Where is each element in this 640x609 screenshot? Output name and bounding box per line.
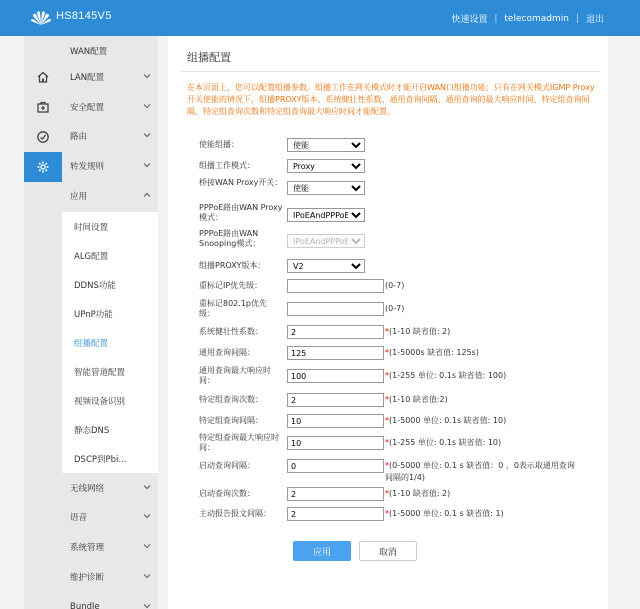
menu-item-label: LAN配置 (70, 72, 105, 83)
range-hint: (0-7) (385, 281, 405, 290)
work-mode-select[interactable] (287, 159, 365, 173)
required-star: * (385, 416, 389, 425)
divider (180, 71, 600, 72)
chevron-up-icon (142, 190, 152, 200)
field-label: 主动报告报文间隔： (199, 509, 271, 518)
chevron-down-icon (142, 571, 152, 581)
startup-query-count-input[interactable] (287, 487, 384, 501)
field-hint (385, 348, 479, 358)
specific-query-count-input[interactable] (287, 393, 384, 407)
menu-item-label: 路由 (70, 131, 88, 142)
submenu-item-label: 智能管道配置 (74, 367, 126, 378)
range-hint: (0-5000 单位: 0.1 s 缺省值：0 ，0表示取通用查询间隔的1/4) (385, 461, 575, 482)
required-star: * (385, 438, 389, 447)
logout-link[interactable]: 退出 (585, 15, 604, 25)
menu-item-wan[interactable] (62, 36, 158, 65)
range-hint: (1-5000 单位: 0.1s 缺省值: 10) (389, 416, 507, 425)
specific-query-interval-input[interactable] (287, 414, 384, 428)
menu-item-security[interactable] (62, 92, 158, 121)
field-label: 通用查询最大响应时间： (199, 366, 271, 385)
chevron-down-icon (142, 482, 152, 492)
gear-icon (36, 160, 50, 174)
range-hint: (1-5000 单位: 0.1 s 缺省值: 1) (389, 509, 504, 518)
submenu-item-label: 视频设备识别 (74, 396, 126, 407)
field-hint (385, 371, 506, 381)
submenu-item-upnp[interactable] (62, 299, 158, 328)
medical-kit-icon (36, 100, 50, 114)
side-menu (62, 36, 158, 609)
field-label: 组播工作模式： (199, 161, 255, 170)
robustness-input[interactable] (287, 325, 384, 339)
chevron-down-icon (142, 541, 152, 551)
field-hint (385, 395, 448, 405)
submenu-item-label: 时间设置 (74, 222, 109, 233)
required-star: * (385, 395, 389, 404)
submenu-item-label: 静态DNS (74, 425, 110, 436)
required-star: * (385, 461, 389, 470)
separator: | (575, 13, 579, 24)
page-title: 组播配置 (187, 51, 231, 64)
field-label: 桥接WAN Proxy开关： (199, 178, 283, 187)
menu-item-system[interactable] (62, 532, 158, 561)
button-bar (168, 541, 608, 561)
submenu-item-ddns[interactable] (62, 270, 158, 299)
submenu-item-dscp[interactable] (62, 444, 158, 473)
submenu-item-label: UPnP功能 (74, 309, 113, 320)
menu-item-wireless[interactable] (62, 473, 158, 502)
quick-setup-link[interactable]: 快速设置 (451, 15, 488, 25)
field-label: 特定组查询间隔： (199, 416, 263, 425)
field-label: 启动查询次数： (199, 489, 255, 498)
menu-item-label: Bundle (70, 601, 100, 609)
submenu-item-static-dns[interactable] (62, 415, 158, 444)
field-label: 组播PROXY版本： (199, 261, 266, 270)
menu-item-application[interactable] (62, 181, 158, 210)
proxy-version-select[interactable] (287, 259, 365, 273)
required-star: * (385, 489, 389, 498)
submenu-item-alg[interactable] (62, 241, 158, 270)
required-star: * (385, 348, 389, 357)
diagnose-button[interactable] (24, 92, 62, 122)
icon-bar (24, 36, 62, 609)
menu-item-forward-rules[interactable] (62, 151, 158, 180)
submenu-item-time[interactable] (62, 212, 158, 241)
startup-query-interval-input[interactable] (287, 459, 384, 473)
huawei-logo-icon (30, 9, 52, 27)
specific-query-max-response-input[interactable] (287, 436, 384, 450)
required-star: * (385, 327, 389, 336)
chevron-down-icon (142, 71, 152, 81)
field-hint (385, 281, 404, 291)
menu-item-label: 维护诊断 (70, 572, 105, 583)
field-label: 使能组播： (199, 140, 239, 149)
menu-item-voice[interactable] (62, 502, 158, 531)
submenu-item-smart-pipe[interactable] (62, 357, 158, 386)
report-interval-input[interactable] (287, 507, 384, 521)
range-hint: (1-5000s 缺省值: 125s) (389, 348, 479, 357)
menu-item-label: 安全配置 (70, 102, 105, 113)
submenu-item-multicast[interactable] (62, 328, 158, 357)
username-link[interactable]: telecomadmin (504, 13, 569, 24)
field-hint (385, 460, 575, 484)
menu-item-label: 语音 (70, 512, 88, 523)
home-icon (36, 70, 50, 84)
menu-item-bundle[interactable] (62, 592, 158, 609)
field-label: PPPoE路由WAN Proxy模式： (199, 203, 283, 222)
field-hint (385, 489, 450, 499)
apply-button[interactable]: 应用 (293, 541, 351, 561)
gauge-icon (36, 130, 50, 144)
field-label: 重标记802.1p优先级： (199, 299, 267, 318)
field-label: 特定组查询次数： (199, 395, 263, 404)
general-query-max-response-input[interactable] (287, 369, 384, 383)
field-hint (385, 438, 501, 448)
multicast-form (187, 130, 577, 604)
remark-ip-priority-input[interactable] (287, 279, 384, 293)
top-bar (0, 0, 640, 36)
menu-item-route[interactable] (62, 121, 158, 150)
menu-item-label: 应用 (70, 191, 88, 202)
device-model-title: HS8145V5 (56, 10, 112, 22)
general-query-interval-input[interactable] (287, 346, 384, 360)
chevron-down-icon (142, 511, 152, 521)
separator: | (494, 13, 498, 24)
status-button[interactable] (24, 122, 62, 152)
chevron-down-icon (142, 130, 152, 140)
field-label: 通用查询间隔： (199, 348, 255, 357)
required-star: * (385, 509, 389, 518)
menu-item-label: WAN配置 (70, 46, 108, 57)
field-label: 重标记IP优先级： (199, 281, 263, 290)
field-hint (385, 327, 450, 337)
main-panel (168, 36, 608, 609)
range-hint: (1-255 单位: 0.1s 缺省值: 100) (389, 371, 507, 380)
enable-multicast-select[interactable] (287, 138, 365, 152)
menu-item-maintenance[interactable] (62, 562, 158, 591)
field-hint (385, 509, 504, 519)
remark-8021p-priority-input[interactable] (287, 302, 384, 316)
submenu-item-label: ALG配置 (74, 251, 109, 262)
required-star: * (385, 371, 389, 380)
chevron-down-icon (142, 601, 152, 609)
home-button[interactable] (24, 62, 62, 92)
submenu-item-label: DDNS功能 (74, 280, 116, 291)
range-hint: (1-10 缺省值: 2) (389, 489, 451, 498)
range-hint: (0-7) (385, 304, 405, 313)
range-hint: (1-255 单位: 0.1s 缺省值: 10) (389, 438, 502, 447)
menu-item-lan[interactable] (62, 62, 158, 91)
submenu-item-video-device[interactable] (62, 386, 158, 415)
field-label: 特定组查询最大响应时间： (199, 433, 279, 452)
field-label: 启动查询间隔： (199, 461, 255, 470)
menu-item-label: 无线网络 (70, 483, 105, 494)
cancel-button[interactable]: 取消 (359, 541, 417, 561)
advanced-config-button[interactable] (24, 152, 62, 182)
bridge-wan-proxy-select[interactable] (287, 181, 365, 195)
submenu-item-label: DSCP到Pbi... (74, 454, 127, 465)
field-hint (385, 304, 404, 314)
field-label: PPPoE路由WAN Snooping模式： (199, 229, 261, 248)
range-hint: (1-10 缺省值:2) (389, 395, 448, 404)
submenu-item-label: 组播配置 (74, 338, 109, 349)
menu-item-label: 转发规则 (70, 161, 105, 172)
field-label: 系统健壮性系数： (199, 327, 263, 336)
page-notice: 在本页面上，您可以配置组播参数。组播工作在网关模式时才能开启WAN口组播功能；只有在网关模式IGMP Proxy开关使能的情况下，组播PROXY版本、系统健壮性系数、通用查询间隔、通用查询的最大响应时间、特定组查询间隔、特定组查询次数和特定组查询最大响应时间才能配置。 (187, 83, 595, 116)
pppoe-snooping-mode-select[interactable] (287, 234, 365, 248)
field-hint (385, 416, 506, 426)
top-links (451, 12, 604, 25)
range-hint: (1-10 缺省值: 2) (389, 327, 451, 336)
chevron-down-icon (142, 101, 152, 111)
pppoe-proxy-mode-select[interactable] (287, 208, 365, 222)
menu-item-label: 系统管理 (70, 542, 105, 553)
chevron-down-icon (142, 160, 152, 170)
